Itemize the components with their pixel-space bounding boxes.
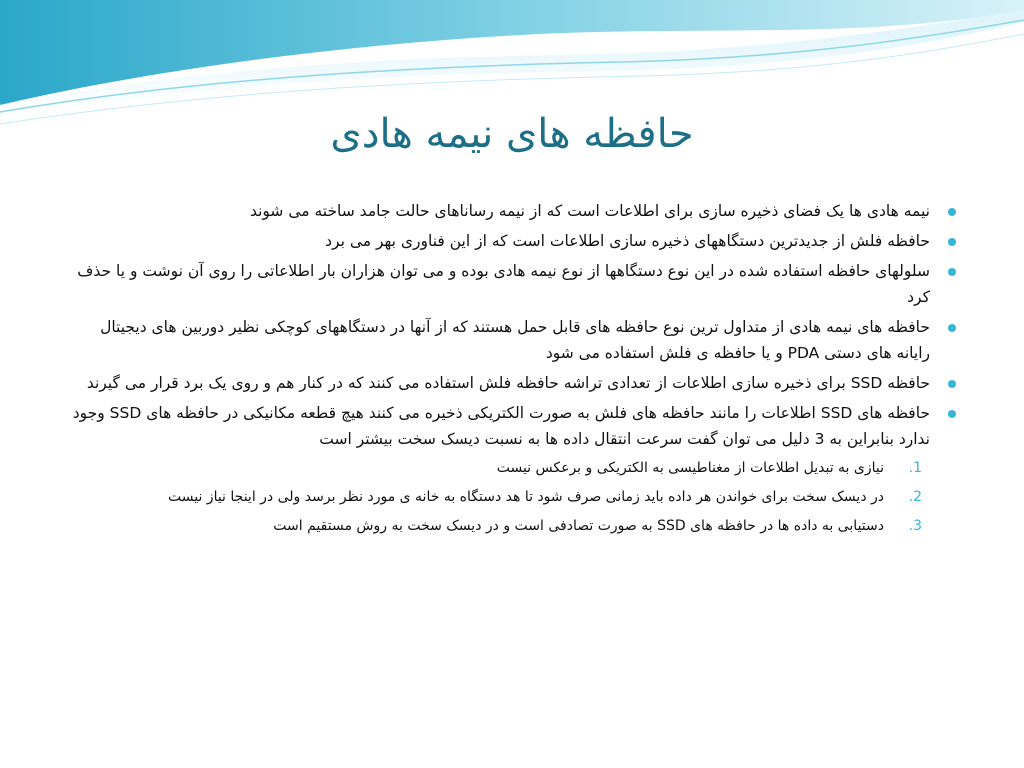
bullet-item xyxy=(66,258,960,310)
bullet-dot-icon xyxy=(948,324,956,332)
item-number: 1. xyxy=(908,460,922,476)
bullet-dot-icon xyxy=(948,380,956,388)
bullet-text: حافظه فلش از جدیدترین دستگاههای ذخیره سازی اطلاعات است که از این فناوری بهر می برد xyxy=(325,232,930,250)
bullet-text: نیمه هادی ها یک فضای ذخیره سازی برای اطلاعات است که از نیمه رساناهای حالت جامد ساخته می شوند xyxy=(249,202,930,220)
numbered-item xyxy=(66,456,960,480)
bullet-text: سلولهای حافظه استفاده شده در این نوع دستگاهها از نوع نیمه هادی بوده و می توان هزاران بار اطلاعاتی را روی آن نوشت و یا حذف کرد xyxy=(77,262,930,306)
item-text: در دیسک سخت برای خواندن هر داده باید زمانی صرف شود تا هد دستگاه به خانه ی مورد نظر برسد ولی در اینجا نیاز نیست xyxy=(168,489,884,505)
bullet-item xyxy=(66,400,960,452)
bullet-dot-icon xyxy=(948,238,956,246)
bullet-list xyxy=(66,198,960,452)
numbered-item xyxy=(66,485,960,509)
bullet-text: حافظه های نیمه هادی از متداول ترین نوع حافظه های قابل حمل هستند که از آنها در دستگاههای کوچکی نظیر دوربین های دیجیتال رایانه های دستی PDA و یا حافظه ی فلش استفاده می شود xyxy=(100,318,930,362)
bullet-item xyxy=(66,198,960,224)
bullet-text: حافظه SSD برای ذخیره سازی اطلاعات از تعدادی تراشه حافظه فلش استفاده می کنند که در کنار هم و روی یک برد قرار می گیرند xyxy=(86,374,930,392)
item-text: دستیابی به داده ها در حافظه های SSD به صورت تصادفی است و در دیسک سخت به روش مستقیم است xyxy=(273,518,884,534)
item-text: نیازی به تبدیل اطلاعات از مغناطیسی به الکتریکی و برعکس نیست xyxy=(496,460,884,476)
slide-body xyxy=(66,198,960,543)
item-number: 3. xyxy=(908,518,922,534)
item-number: 2. xyxy=(908,489,922,505)
numbered-item xyxy=(66,514,960,538)
bullet-text: حافظه های SSD اطلاعات را مانند حافظه های فلش به صورت الکتریکی ذخیره می کنند هیچ قطعه مکانیکی در حافظه های SSD وجود ندارد بنابراین به 3 دلیل می توان گفت سرعت انتقال داده ها به نسبت دیسک سخت بیشتر است xyxy=(72,404,930,448)
bullet-item xyxy=(66,314,960,366)
numbered-list xyxy=(66,456,960,538)
bullet-dot-icon xyxy=(948,208,956,216)
bullet-item xyxy=(66,228,960,254)
bullet-dot-icon xyxy=(948,410,956,418)
slide-title: حافظه های نیمه هادی xyxy=(330,111,694,157)
bullet-dot-icon xyxy=(948,268,956,276)
bullet-item xyxy=(66,370,960,396)
